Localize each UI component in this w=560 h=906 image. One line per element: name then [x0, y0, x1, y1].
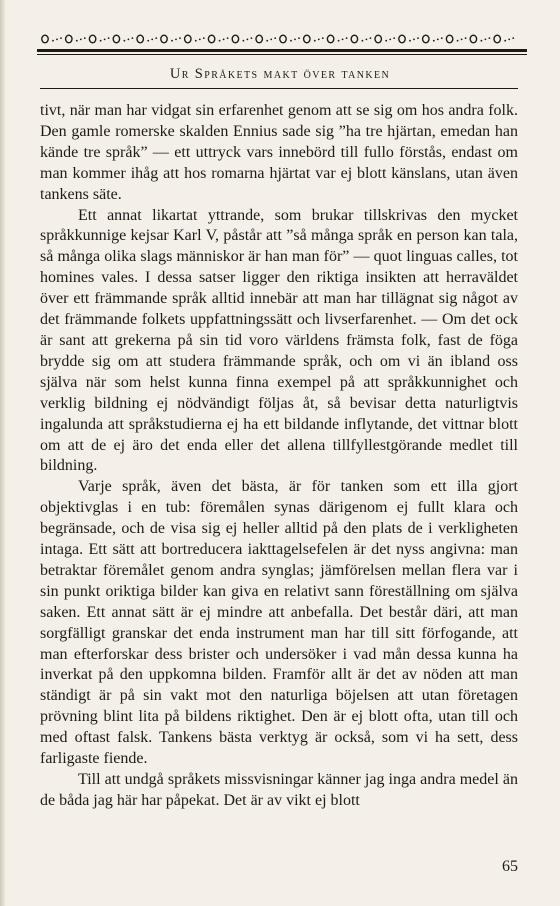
page-spine-shadow: [0, 0, 6, 906]
header-rule: [40, 88, 518, 89]
paragraph-3: Varje språk, även det bästa, är för tanken som ett illa gjort objektivglas i en tub: föremålen synas därigenom ej fullt klara och begränsade, och de visa sig ej heller alltid på den plats de i verkligheten intaga. Ett sätt att bortreducera iakttagelsefelen är det nyss angivna: man betraktar föremålet genom andra synglas; jämförelsen mellan flera var i sin punkt oriktiga bilder kan giva en relativt sann föreställning om själva saken. Ett annat sätt är ej mindre att anbefalla. Det består däri, att man sorgfälligt granskar det enda instrument man har till sitt förfogande, att man efterforskar dess brister och undersöker i vad mån dessa kunna ha inverkat på den uppkomna bilden. Framför allt är det av nöden att man ständigt är på sin vakt mot den naturliga böjelsen att utan företagen prövning blint lita på bildens riktighet. Den är ej blott ofta, utan till och med oftast falsk. Tankens bästa verktyg är också, som vi ha sett, dess farligaste fiende.: [40, 478, 518, 768]
ornamental-border: [37, 28, 527, 58]
paragraph-2: Ett annat likartat yttrande, som brukar tillskrivas den mycket språkkunnige kejsar Karl V, påstår att ”så många språk en person kan tala, så många olika slags människor är han man för” — quot linguas calles, tot homines vales. I dessa satser ligger den riktiga insikten att herraväldet över ett främmande språk alltid innebär att man har tillägnat sig något av det främmande folkets uppfattningssätt och livserfarenhet. — Om det ock är sant att grekerna på sin tid voro världens främsta folk, fast de föga brydde sig om att studera främmande språk, och om vi än ibland oss själva när som helst kunna finna exempel på att språkkunnighet och verklig bildning ej nödvändigt följas åt, så bevisar detta naturligtvis ingalunda att språkstudierna ej ha ett bildande inflytande, det vittnar blott om att de ej äro det enda eller det allena tillfyllestgörande medlet till bildning.: [40, 206, 518, 475]
body-text: [40, 101, 518, 812]
paragraph-4: Till att undgå språkets missvisningar känner jag inga andra medel än de båda jag här har påpekat. Det är av vikt ej blott: [40, 771, 518, 809]
running-head: Ur Språkets makt över tanken: [169, 66, 391, 82]
paragraph-1: tivt, när man har vidgat sin erfarenhet genom att se sig om hos andra folk. Den gamle romerske skalden Ennius sade sig ”ha tre hjärtan, emedan han kände tre språk” — ett uttryck vars innebörd till fullo förstås, endast om man kommer ihåg att hos romarna hjärtat var ej blott känslans, utan även tankens säte.: [40, 102, 518, 203]
page-number: 65: [502, 858, 518, 875]
